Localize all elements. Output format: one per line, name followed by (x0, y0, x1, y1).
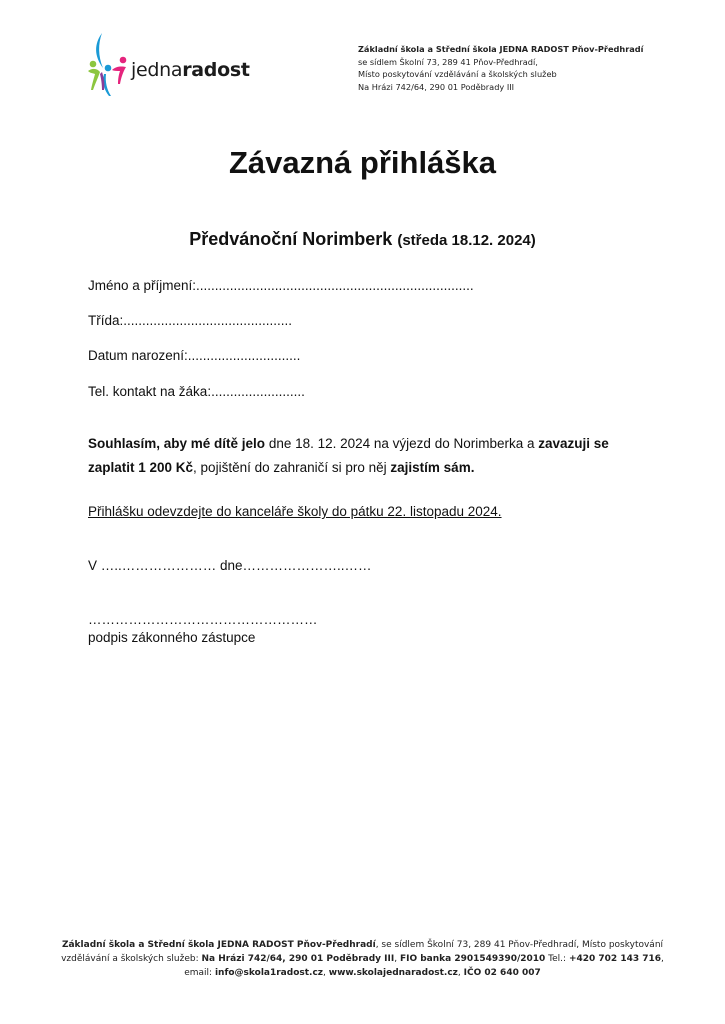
field-birth-date: Datum narození:.............................. (88, 348, 301, 363)
event-date: (středa 18.12. 2024) (397, 232, 536, 249)
header-address: Na Hrázi 742/64, 290 01 Poděbrady III (358, 81, 515, 92)
footer-line-2 (0, 952, 725, 966)
header-school-info (358, 43, 643, 93)
page-title: Závazná přihláška (228, 145, 497, 180)
consent-text-4: , pojištění do zahraničí si pro něj (193, 460, 391, 475)
footer-email-label: email: (184, 968, 215, 978)
footer-sep-3: , (323, 968, 329, 978)
footer-line-1 (0, 938, 725, 952)
footer-sep-4: , (457, 968, 464, 978)
footer-ico: IČO 02 640 007 (463, 968, 541, 978)
signature-label: podpis zákonného zástupce (88, 630, 256, 645)
page-footer (0, 938, 725, 980)
consent-bold-3: zavazuji se zaplatit 1 200 Kč (88, 436, 609, 475)
place-date-line: V …..………………… dne…………………..…… (88, 558, 372, 573)
footer-seat: , se sídlem Školní 73, 289 41 Pňov-Předhradí, Místo poskytování (375, 940, 664, 950)
header-seat: se sídlem Školní 73, 289 41 Pňov-Předhradí, (358, 56, 538, 67)
event-subtitle (0, 229, 725, 250)
footer-tel: +420 702 143 716 (568, 954, 662, 964)
footer-services: vzdělávání a školských služeb: (61, 954, 202, 964)
footer-email: info@skola1radost.cz (214, 968, 324, 978)
consent-bold-1: Souhlasím, aby mé dítě jelo (88, 436, 266, 451)
footer-sep-1: , (394, 954, 400, 964)
consent-bold-5: zajistím sám. (390, 460, 475, 475)
footer-tel-label: Tel.: (545, 954, 569, 964)
footer-sep-2: , (661, 954, 664, 964)
header-school-name: Základní škola a Střední škola JEDNA RADOST Pňov-Předhradí (358, 44, 644, 54)
footer-school: Základní škola a Střední škola JEDNA RADOST Pňov-Předhradí (61, 940, 376, 950)
footer-web: www.skolajednaradost.cz (328, 968, 458, 978)
event-name: Předvánoční Norimberk (189, 229, 393, 249)
deadline-note: Přihlášku odevzdejte do kanceláře školy do pátku 22. listopadu 2024. (88, 504, 502, 519)
header-services: Místo poskytování vzdělávání a školských služeb (358, 69, 557, 79)
field-phone: Tel. kontakt na žáka:......................... (88, 384, 305, 399)
signature-line: …………………………………………… (88, 612, 318, 627)
logo-text-bold: radost (182, 59, 250, 81)
footer-address: Na Hrázi 742/64, 290 01 Poděbrady III (201, 954, 395, 964)
logo-figures-icon (88, 33, 126, 96)
field-class: Třída:............................................. (88, 313, 293, 328)
footer-bank: FIO banka 2901549390/2010 (399, 954, 546, 964)
logo-wordmark (131, 59, 250, 81)
logo-text-light: jedna (131, 59, 183, 81)
field-name: Jméno a příjmení:.......................................................................... (88, 278, 474, 293)
consent-paragraph (88, 432, 648, 480)
footer-line-3 (0, 966, 725, 980)
consent-text-2: dne 18. 12. 2024 na výjezd do Norimberka a (265, 436, 539, 451)
